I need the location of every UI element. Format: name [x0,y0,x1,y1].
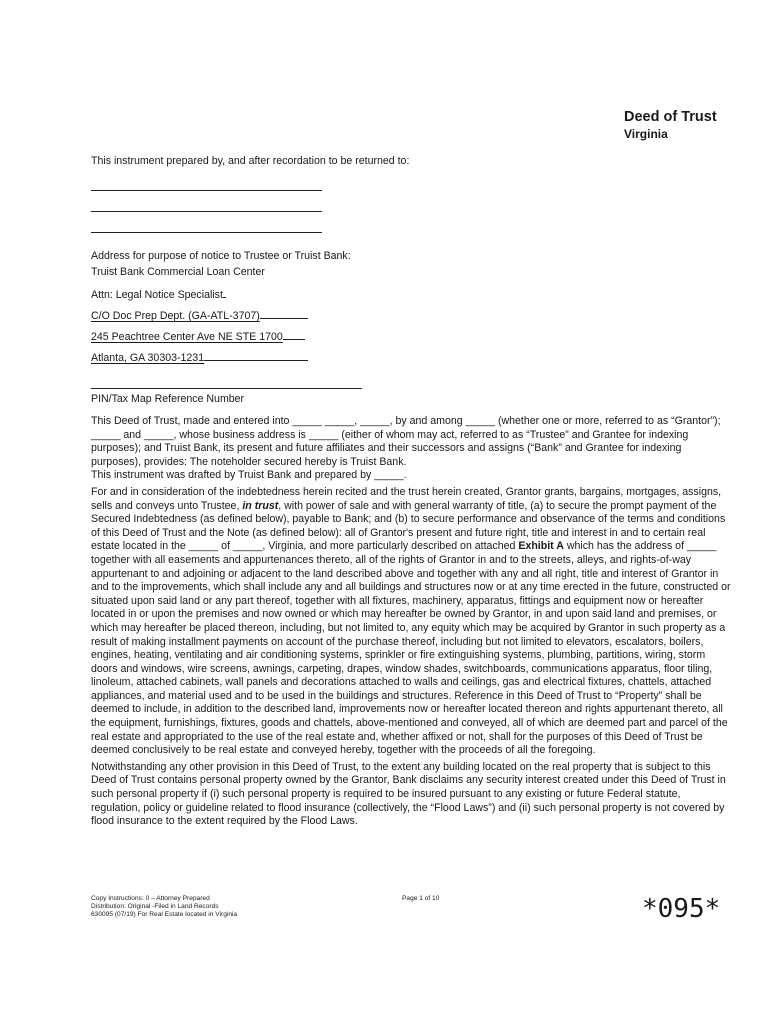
intro-paragraph [91,415,731,483]
flood-laws-paragraph [91,761,731,829]
drafted-by-text: This instrument was drafted by Truist Bank and prepared by _____. [91,469,407,482]
prepared-by-text: This instrument prepared by, and after recordation to be returned to: [91,155,410,167]
pin-blank-line [91,388,362,389]
page-number: Page 1 of 10 [402,895,440,902]
fill-line [260,308,308,319]
copy-instructions-text: Copy Instructions: 0 – Attorney Prepared [91,895,210,902]
return-address-blank-line [91,211,322,212]
document-state: Virginia [624,127,668,141]
document-title: Deed of Trust [624,109,717,125]
notice-address-text: Attn: Legal Notice Specialist [91,289,223,301]
granting-text: which has the address of _____ together with all easements and appurtenances thereto, all of the rights of Grantor in and to the streets, alleys, and rights-of-way appurtenant to and adjoining or adjacent to the land described above and together with any and all right, title and interest of Grantor in and to the improvements, which shall include any and all buildings and structures now or at any time erected in the future, constructed or situated upon said land or any part thereof, together with all fixtures, machinery, apparatus, fittings and equipment now or hereafter located in or upon the premises and now owned or which may hereafter be owned by Grantor, in and upon said land and premises, or which may hereafter be placed thereon, including, but not limited to, any equity which may be acquired by Grantor in such property as a result of making installment payments on account of the purchase thereof, including but not limited to elevators, escalators, boilers, engines, heating, ventilating and air conditioning systems, sprinkler or fire extinguishing systems, plumbing, partitions, wiring, storm doors and windows, wire screens, awnings, carpeting, drapes, window shades, switchboards, communications apparatus, floor tiling, linoleum, attached cabinets, wall panels and decorations attached to walls and ceilings, gas and electrical fixtures, chattels, attached appliances, and material used and to be used in the buildings and structures. Reference in this Deed of Trust to “Property” shall be deemed to include, in addition to the described land, improvements now or hereafter located thereon and rights appurtenant thereto, all the equipment, furnishings, fixtures, goods and chattels, above-mentioned and conveyed, all of which are deemed part and parcel of the real estate and appropriated to the use of the real estate and, whether affixed or not, shall for the purposes of this Deed of Trust be deemed conclusively to be real estate and conveyed hereby, together with the proceeds of all the foregoing. [91,540,731,757]
distribution-text: Distribution: Original -Filed in Land Records [91,903,219,910]
footer-instructions [91,895,237,919]
notice-address-line [91,329,305,344]
title-block [624,108,717,142]
flood-laws-text: Notwithstanding any other provision in this Deed of Trust, to the extent any building located on the real property that is subject to this Deed of Trust contains personal property owned by the Grantor, Bank disclaims any security interest created under this Deed of Trust in such personal property if (i) such personal property is required to be insured pursuant to any existing or future Federal statute, regulation, policy or guideline related to flood insurance (collectively, the “Flood Laws”) and (ii) such personal property is not covered by flood insurance to the extent required by the Flood Laws. [91,760,726,828]
notice-address-line [91,287,226,302]
form-number-text: 630095 (07/19) For Real Estate located in Virginia [91,911,238,918]
in-trust-text: in trust [242,499,279,512]
granting-text: , with power of sale and with general warranty of title, (a) to secure the prompt payment of the Secured Indebtedness (as defined below), payable to Bank; and (b) to secure performance and observance of the terms and conditions of this Deed of Trust and the Note (as defined below): all of Grantor's present and future right, title and interest in and to certain real estate located in the _____ of _____, Virginia, and more particularly described on attached [91,499,726,553]
notice-address-text: Atlanta, GA 30303-1231 [91,352,205,364]
notice-address-text: 245 Peachtree Center Ave NE STE 1700 [91,331,283,343]
deed-body [91,415,731,832]
notice-address-line [91,308,308,323]
intro-parties-text: This Deed of Trust, made and entered into _____ _____, _____, by and among _____ (whether one or more, referred to as “Grantor”); _____ and _____, whose business address is _____ (either of whom may act, referred to as “Trustee” and Grantee for indexing purposes); and Truist Bank, its present and future affiliates and their successors and assigns (“Bank” and Grantee for indexing purposes), provides: The noteholder secured hereby is Truist Bank. [91,415,721,468]
fill-line [223,287,226,298]
exhibit-a-reference: Exhibit A [518,540,564,553]
fill-line [204,350,308,361]
notice-address-line [91,350,308,365]
return-address-blank-line [91,232,322,233]
notice-address-text: C/O Doc Prep Dept. (GA-ATL-3707) [91,310,260,322]
pin-label: PIN/Tax Map Reference Number [91,393,245,405]
notice-address-line [91,265,265,279]
granting-paragraph [91,486,731,758]
return-address-blank-line [91,190,322,191]
notice-address-text: Truist Bank Commercial Loan Center [91,266,265,278]
notice-heading: Address for purpose of notice to Trustee or Truist Bank: [91,250,351,262]
fill-line [283,329,305,340]
form-code: *095* [642,894,721,924]
granting-text: For and in consideration of the indebtedness herein recited and the trust herein created, Grantor grants, bargains, mortgages, assigns, sells and conveys unto Trustee, [91,485,722,512]
